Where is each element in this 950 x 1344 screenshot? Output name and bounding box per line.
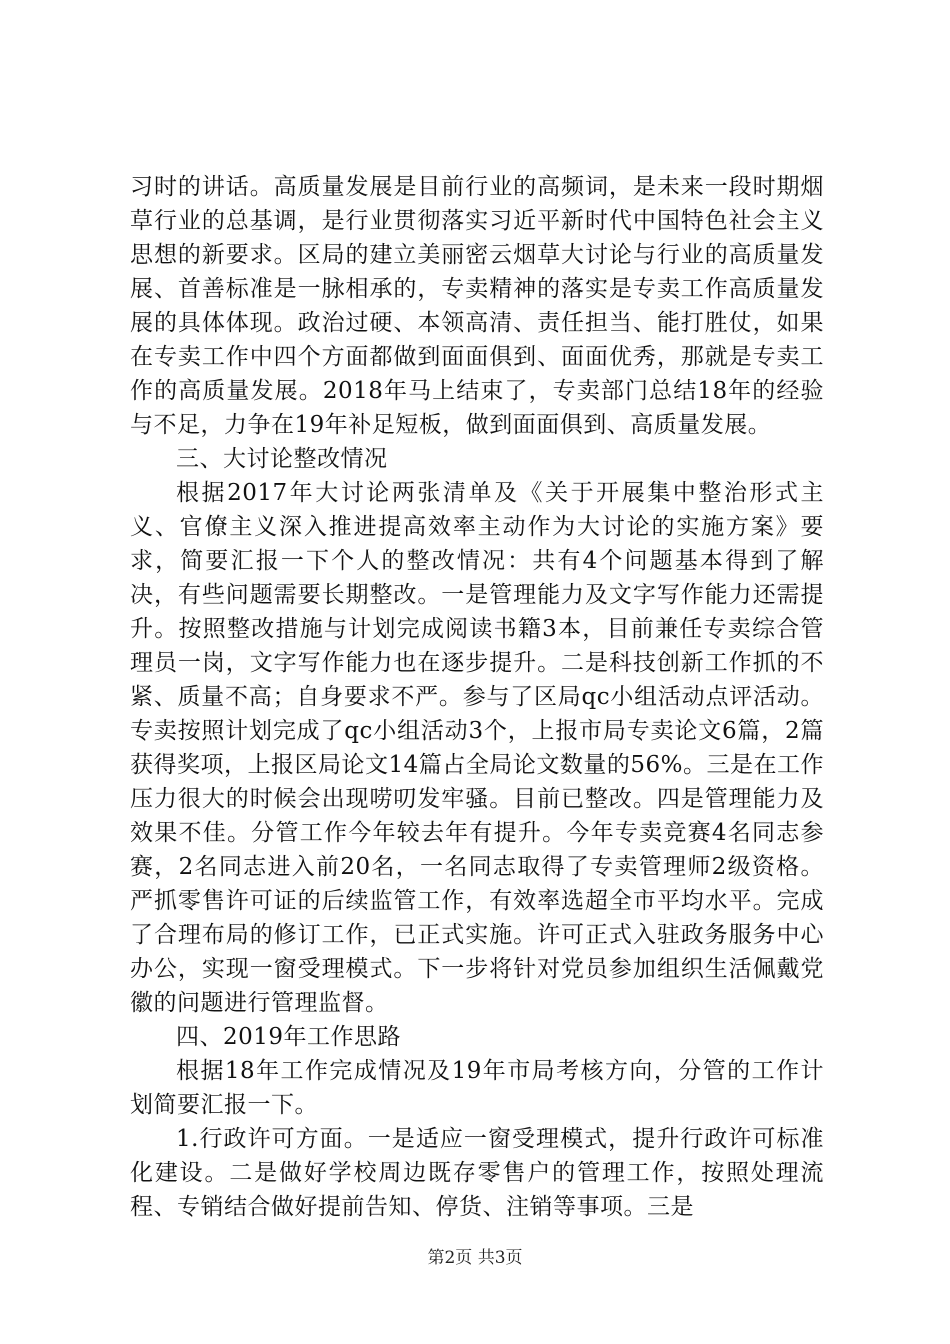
document-body xyxy=(130,170,824,1224)
paragraph-intro-continuation: 习时的讲话。高质量发展是目前行业的高频词，是未来一段时期烟草行业的总基调，是行业贯彻落实习近平新时代中国特色社会主义思想的新要求。区局的建立美丽密云烟草大讨论与行业的高质量发展、首善标准是一脉相承的，专卖精神的落实是专卖工作高质量发展的具体体现。政治过硬、本领高清、责任担当、能打胜仗，如果在专卖工作中四个方面都做到面面俱到、面面优秀，那就是专卖工作的高质量发展。2018年马上结束了，专卖部门总结18年的经验与不足，力争在19年补足短板，做到面面俱到、高质量发展。 xyxy=(130,174,824,438)
section-heading-4: 四、2019年工作思路 xyxy=(176,1024,402,1050)
section-heading-3: 三、大讨论整改情况 xyxy=(176,446,388,472)
paragraph-work-plan-intro: 根据18年工作完成情况及19年市局考核方向，分管的工作计划简要汇报一下。 xyxy=(130,1058,824,1118)
paragraph-admin-license: 1.行政许可方面。一是适应一窗受理模式，提升行政许可标准化建设。二是做好学校周边既存零售户的管理工作，按照处理流程、专销结合做好提前告知、停货、注销等事项。三是 xyxy=(130,1126,824,1220)
page-number-footer: 第2页 共3页 xyxy=(427,1248,523,1268)
paragraph-rectification: 根据2017年大讨论两张清单及《关于开展集中整治形式主义、官僚主义深入推进提高效率主动作为大讨论的实施方案》要求，简要汇报一下个人的整改情况：共有4个问题基本得到了解决，有些问题需要长期整改。一是管理能力及文字写作能力还需提升。按照整改措施与计划完成阅读书籍3本，目前兼任专卖综合管理员一岗，文字写作能力也在逐步提升。二是科技创新工作抓的不紧、质量不高；自身要求不严。参与了区局qc小组活动点评活动。专卖按照计划完成了qc小组活动3个，上报市局专卖论文6篇，2篇获得奖项，上报区局论文14篇占全局论文数量的56%。三是在工作压力很大的时候会出现唠叨发牢骚。目前已整改。四是管理能力及效果不佳。分管工作今年较去年有提升。今年专卖竞赛4名同志参赛，2名同志进入前20名，一名同志取得了专卖管理师2级资格。严抓零售许可证的后续监管工作，有效率选超全市平均水平。完成了合理布局的修订工作，已正式实施。许可正式入驻政务服务中心办公，实现一窗受理模式。下一步将针对党员参加组织生活佩戴党徽的问题进行管理监督。 xyxy=(130,480,824,1016)
